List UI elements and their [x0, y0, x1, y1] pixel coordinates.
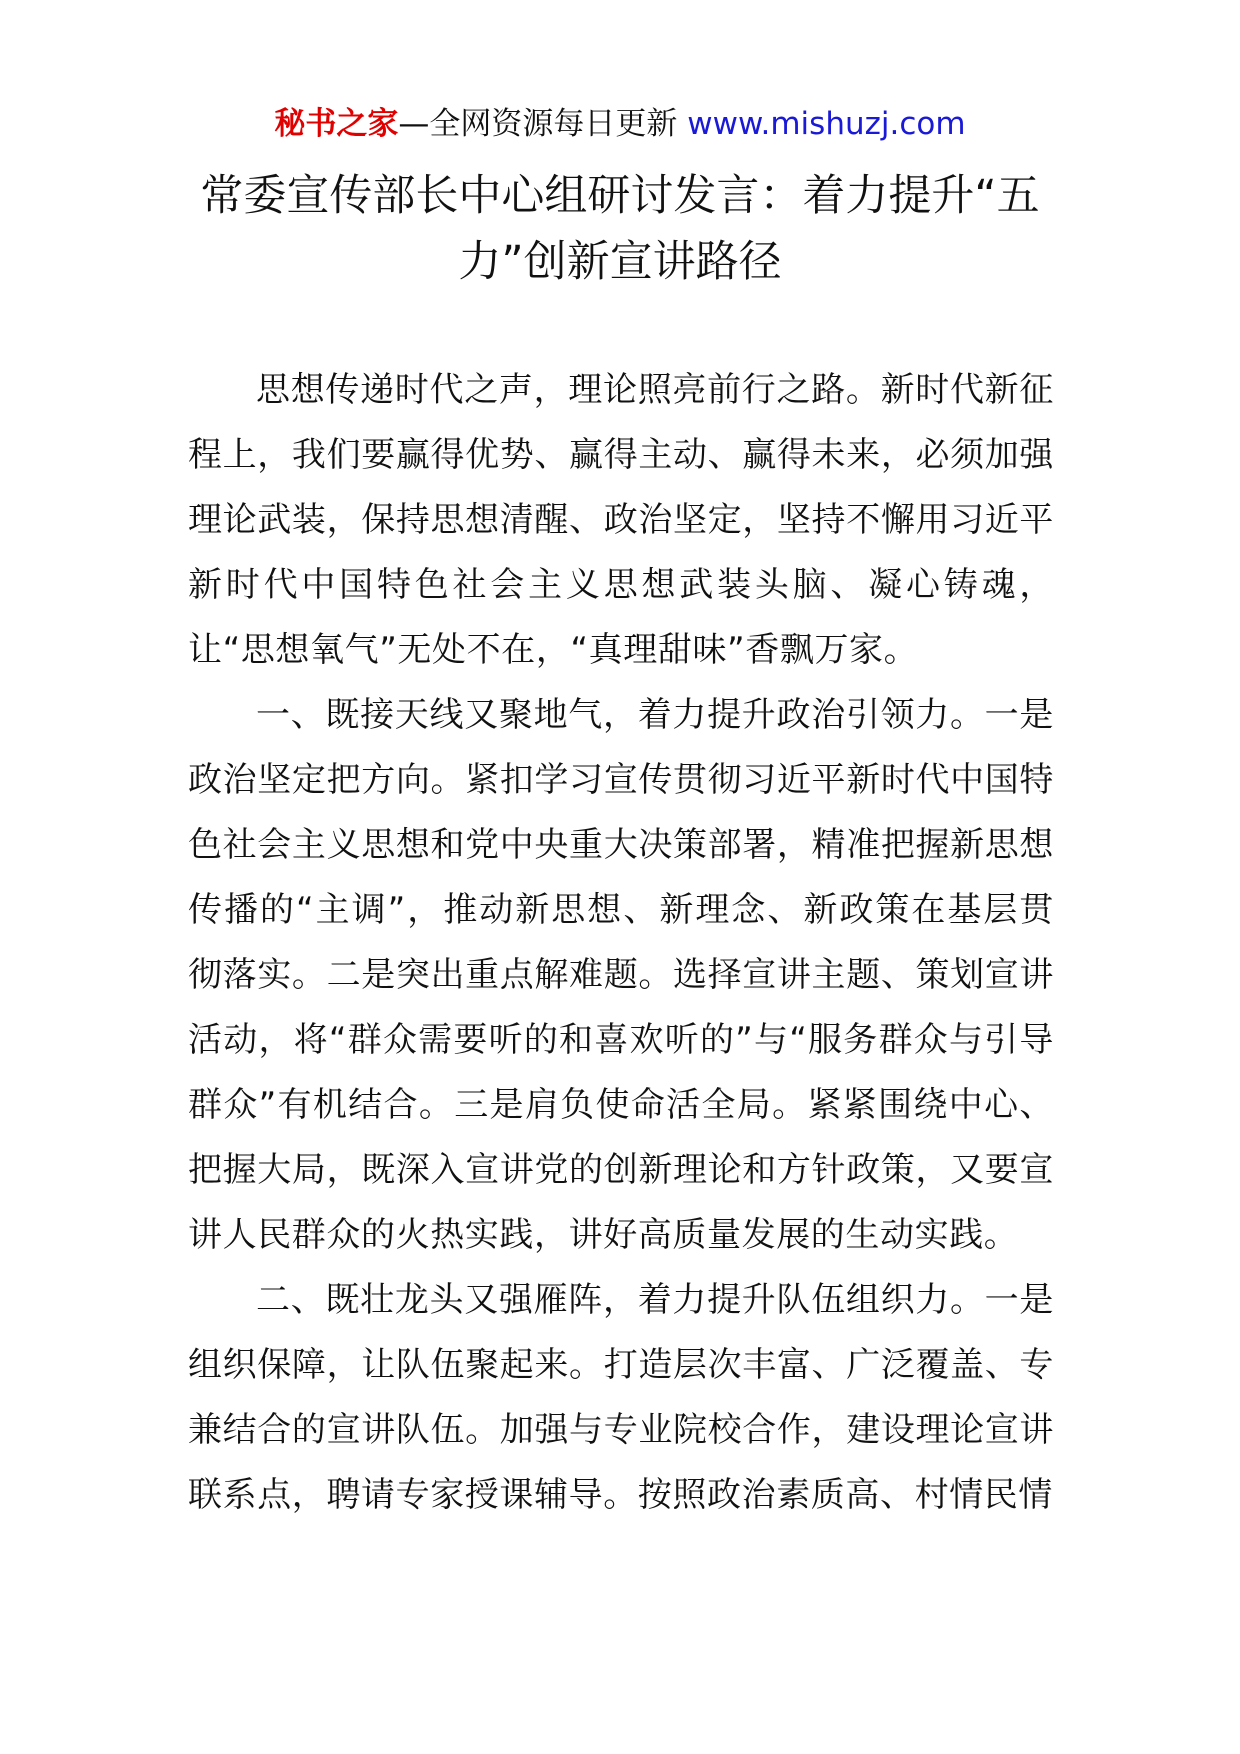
paragraph-section-two: 二、既壮龙头又强雁阵，着力提升队伍组织力。一是组织保障，让队伍聚起来。打造层次丰富、广泛覆盖、专兼结合的宣讲队伍。加强与专业院校合作，建设理论宣讲联系点，聘请专家授课辅导。按照政治素质高、村情民情	[188, 1280, 1054, 1515]
site-header	[0, 100, 1240, 148]
document-body	[188, 358, 1054, 1528]
site-url-link[interactable]: www.mishuzj.com	[687, 106, 966, 142]
paragraph-section-one: 一、既接天线又聚地气，着力提升政治引领力。一是政治坚定把方向。紧扣学习宣传贯彻习近平新时代中国特色社会主义思想和党中央重大决策部署，精准把握新思想传播的“主调”，推动新思想、新理念、新政策在基层贯彻落实。二是突出重点解难题。选择宣讲主题、策划宣讲活动，将“群众需要听的和喜欢听的”与“服务群众与引导群众”有机结合。三是肩负使命活全局。紧紧围绕中心、把握大局，既深入宣讲党的创新理论和方针政策，又要宣讲人民群众的火热实践，讲好高质量发展的生动实践。	[188, 695, 1054, 1255]
paragraph-intro: 思想传递时代之声，理论照亮前行之路。新时代新征程上，我们要赢得优势、赢得主动、赢得未来，必须加强理论武装，保持思想清醒、政治坚定，坚持不懈用习近平新时代中国特色社会主义思想武装头脑、凝心铸魂，让“思想氧气”无处不在，“真理甜味”香飘万家。	[188, 370, 1054, 670]
document-title: 常委宣传部长中心组研讨发言：着力提升“五力”创新宣讲路径	[200, 171, 1040, 287]
site-tagline: —全网资源每日更新	[398, 106, 688, 142]
brand-name: 秘书之家	[274, 106, 399, 142]
